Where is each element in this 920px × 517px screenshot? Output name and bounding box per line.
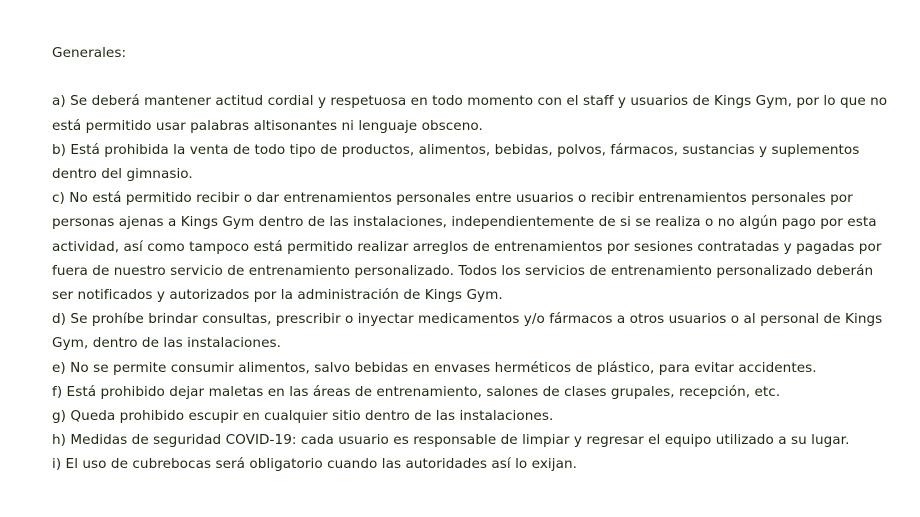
- rule-f: f) Está prohibido dejar maletas en las áreas de entrenamiento, salones de clases grupales, recepción, etc.: [52, 383, 781, 400]
- rules-document: [52, 41, 892, 477]
- rule-c: c) No está permitido recibir o dar entrenamientos personales entre usuarios o recibir entrenamientos personales por personas ajenas a Kings Gym dentro de las instalaciones, independientemente de si se realiza o no algún pago por esta actividad, así como tampoco está permitido realizar arreglos de entrenamientos por sesiones contratadas y pagadas por fuera de nuestro servicio de entrenamiento personalizado. Todos los servicios de entrenamiento personalizado deberán ser notificados y autorizados por la administración de Kings Gym.: [52, 190, 882, 304]
- section-heading: Generales:: [52, 45, 127, 61]
- rule-a: a) Se deberá mantener actitud cordial y respetuosa en todo momento con el staff y usuarios de Kings Gym, por lo que no está permitido usar palabras altisonantes ni lenguaje obsceno.: [52, 93, 888, 134]
- rule-d: d) Se prohíbe brindar consultas, prescribir o inyectar medicamentos y/o fármacos a otros usuarios o al personal de Kings Gym, dentro de las instalaciones.: [52, 311, 883, 352]
- rule-b: b) Está prohibida la venta de todo tipo de productos, alimentos, bebidas, polvos, fármacos, sustancias y suplementos dentro del gimnasio.: [52, 141, 860, 182]
- rule-e: e) No se permite consumir alimentos, salvo bebidas en envases herméticos de plástico, para evitar accidentes.: [52, 359, 817, 376]
- rule-g: g) Queda prohibido escupir en cualquier sitio dentro de las instalaciones.: [52, 408, 554, 425]
- rule-i: i) El uso de cubrebocas será obligatorio cuando las autoridades así lo exijan.: [52, 456, 577, 473]
- rule-h: h) Medidas de seguridad COVID-19: cada usuario es responsable de limpiar y regresar el equipo utilizado a su lugar.: [52, 432, 850, 449]
- blank-line: [52, 65, 892, 89]
